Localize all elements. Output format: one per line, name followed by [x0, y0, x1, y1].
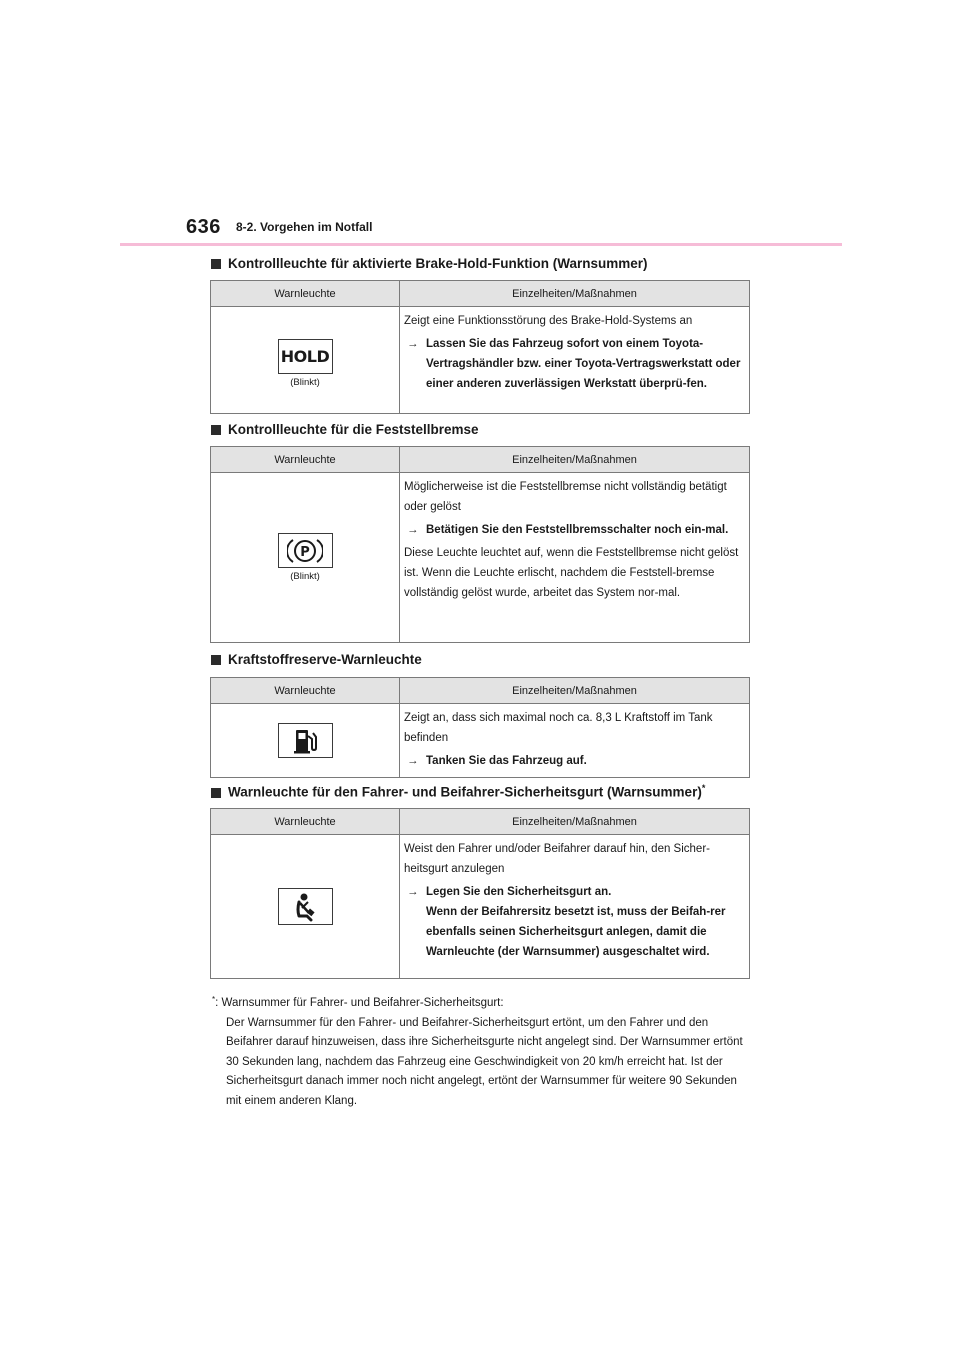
column-header-warnleuchte: Warnleuchte [211, 678, 400, 704]
parking-brake-icon [278, 533, 333, 568]
section-title-fuel: Kraftstoffreserve-Warnleuchte [211, 652, 422, 667]
footnote-star: * [212, 995, 216, 1004]
page-number: 636 [186, 216, 221, 238]
description: Zeigt an, dass sich maximal noch ca. 8,3 L Kraftstoff im Tank befinden [404, 712, 713, 744]
column-header-warnleuchte: Warnleuchte [211, 809, 400, 835]
extra-note: Diese Leuchte leuchtet auf, wenn die Feststellbremse nicht gelöst ist. Wenn die Leuchte erlischt, nachdem die Feststell-bremse vollständig gelöst wurde, arbeitet das System nor-mal. [404, 547, 739, 599]
description: Möglicherweise ist die Feststellbremse nicht vollständig betätigt oder gelöst [404, 481, 727, 513]
details-cell [400, 835, 750, 979]
fuel-table [210, 677, 750, 778]
arrow-icon: → [407, 755, 419, 767]
hold-icon: HOLD [278, 339, 333, 374]
description: Weist den Fahrer und/oder Beifahrer darauf hin, den Sicher-heitsgurt anzulegen [404, 843, 710, 875]
footnote-text: Der Warnsummer für den Fahrer- und Beifahrer-Sicherheitsgurt ertönt, um den Fahrer und den Beifahrer darauf hinzuweisen, dass ihre Sicherheitsgurte nicht angelegt sind. Der Warnsummer ertönt 30 Sekunden lang, nachdem das Fahrzeug eine Geschwindigkeit von 20 km/h erreicht hat. Ist der Sicherheitsgurt danach immer noch nicht angelegt, ertönt der Warnsummer für weitere 90 Sekunden mit einem anderen Klang. [226, 1016, 743, 1107]
svg-text:P: P [300, 544, 310, 560]
icon-cell [211, 704, 400, 778]
chapter-title: 8-2. Vorgehen im Notfall [236, 220, 373, 234]
icon-caption: (Blinkt) [290, 376, 320, 388]
column-header-warnleuchte: Warnleuchte [211, 281, 400, 307]
seatbelt-icon [278, 888, 333, 925]
arrow-icon: → [407, 524, 419, 536]
square-bullet-icon [211, 788, 221, 798]
column-header-details: Einzelheiten/Maßnahmen [400, 678, 750, 704]
section-title-brake-hold: Kontrollleuchte für aktivierte Brake-Hold-Funktion (Warnsummer) [211, 256, 648, 271]
column-header-details: Einzelheiten/Maßnahmen [400, 447, 750, 473]
square-bullet-icon [211, 259, 221, 269]
arrow-icon: → [407, 886, 419, 898]
header-rule [120, 243, 842, 246]
column-header-warnleuchte: Warnleuchte [211, 447, 400, 473]
section-title-parking-brake: Kontrollleuchte für die Feststellbremse [211, 422, 479, 437]
icon-cell [211, 835, 400, 979]
description: Zeigt eine Funktionsstörung des Brake-Hold-Systems an [404, 315, 693, 327]
section-title-seatbelt: Warnleuchte für den Fahrer- und Beifahrer-Sicherheitsgurt (Warnsummer)* [211, 783, 705, 800]
action-item: → Tanken Sie das Fahrzeug auf. [404, 751, 745, 771]
brake-hold-table [210, 280, 750, 414]
details-cell [400, 473, 750, 643]
footnote-label: : Warnsummer für Fahrer- und Beifahrer-Sicherheitsgurt: [215, 997, 504, 1009]
arrow-icon: → [407, 338, 419, 350]
square-bullet-icon [211, 655, 221, 665]
action-item: → Legen Sie den Sicherheitsgurt an. Wenn der Beifahrersitz besetzt ist, muss der Beifah-rer ebenfalls seinen Sicherheitsgurt anlegen, damit die Warnleuchte (der Warnsummer) ausgeschaltet wird. [404, 882, 745, 962]
parking-brake-table [210, 446, 750, 643]
square-bullet-icon [211, 425, 221, 435]
details-cell [400, 307, 750, 414]
column-header-details: Einzelheiten/Maßnahmen [400, 281, 750, 307]
icon-caption: (Blinkt) [290, 571, 320, 582]
seatbelt-table [210, 808, 750, 979]
icon-cell [211, 307, 400, 414]
action-item: → Betätigen Sie den Feststellbremsschalter noch ein-mal. [404, 520, 745, 540]
footnote [212, 990, 752, 1111]
action-item: → Lassen Sie das Fahrzeug sofort von einem Toyota-Vertragshändler bzw. einer Toyota-Vertragswerkstatt oder einer anderen zuverlässigen Werkstatt überprü-fen. [404, 334, 745, 394]
footnote-mark: * [701, 783, 706, 793]
column-header-details: Einzelheiten/Maßnahmen [400, 809, 750, 835]
fuel-pump-icon [278, 723, 333, 758]
icon-cell [211, 473, 400, 643]
details-cell [400, 704, 750, 778]
